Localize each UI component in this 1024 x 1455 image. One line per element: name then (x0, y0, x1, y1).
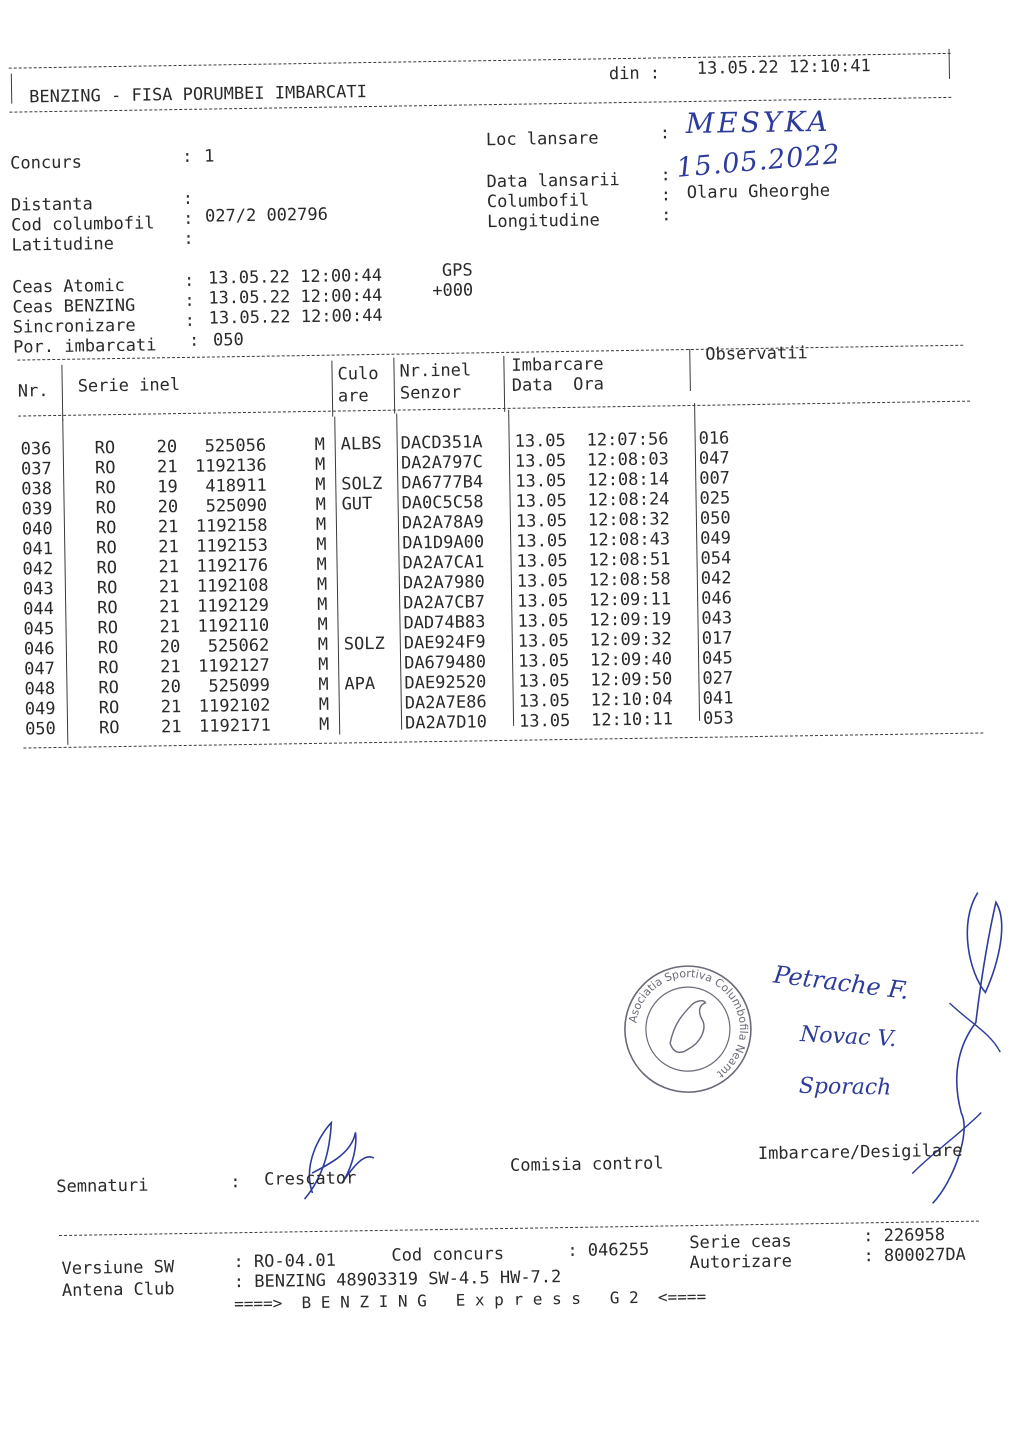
row-date: 13.05 (517, 590, 569, 612)
serie-ceas-label: Serie ceas (689, 1231, 792, 1254)
row-nr: 036 (20, 439, 52, 460)
timestamp-value: 13.05.22 12:10:41 (696, 56, 871, 79)
autorizare-value: : 800027DA (863, 1244, 967, 1267)
row-observation: 053 (702, 708, 734, 729)
longitudine-label: Longitudine (487, 210, 600, 233)
row-date: 13.05 (514, 450, 567, 472)
cod-columbofil-sep: : (182, 208, 194, 229)
row-sex: M (315, 474, 326, 495)
row-nr: 039 (21, 499, 53, 520)
row-sensor: DA2A7D10 (404, 712, 488, 734)
por-imbarcati-value: 050 (212, 330, 244, 351)
column-header-nr: Nr. (17, 381, 49, 402)
row-sex: M (317, 654, 329, 675)
footer-top-rule (59, 1221, 979, 1236)
row-date: 13.05 (516, 550, 568, 572)
row-date: 13.05 (517, 610, 569, 632)
loc-lansare-label: Loc lansare (485, 128, 599, 151)
versiune-sw-label: Versiune SW (61, 1257, 175, 1279)
latitudine-sep: : (183, 228, 194, 249)
row-sensor: DA1D9A00 (402, 532, 485, 554)
sincronizare-value: 13.05.22 12:00:44 (208, 305, 383, 329)
row-country: RO (98, 678, 120, 699)
row-time: 12:08:14 (587, 469, 670, 491)
dove-icon (669, 1001, 706, 1053)
row-time: 12:09:19 (589, 609, 672, 631)
row-date: 13.05 (514, 430, 566, 452)
row-country: RO (97, 598, 118, 619)
versiune-sw-value: : RO-04.01 (233, 1250, 337, 1273)
table-header-divider-serie (331, 361, 333, 417)
row-color: GUT (341, 494, 373, 515)
table-header-divider-senzor (503, 356, 505, 412)
row-sensor: DA2A797C (400, 452, 484, 474)
row-date: 13.05 (515, 470, 567, 492)
club-stamp (621, 962, 755, 1096)
commission-signature (888, 882, 1024, 1214)
row-ring: 525062 (207, 635, 270, 657)
row-nr: 050 (24, 719, 56, 740)
row-ring: 1192127 (197, 655, 270, 677)
row-ring: 1192153 (196, 535, 269, 557)
row-observation: 025 (699, 488, 731, 509)
row-time: 12:08:51 (588, 549, 671, 571)
column-header-serie: Serie inel (77, 375, 181, 397)
ceas-benzing-value: 13.05.22 12:00:44 (208, 285, 383, 309)
row-sex: M (318, 714, 330, 735)
table-header-divider-culoare (393, 358, 395, 414)
row-year: 21 (157, 517, 179, 538)
row-date: 13.05 (517, 630, 570, 652)
cod-concurs-label: Cod concurs (391, 1244, 505, 1266)
row-observation: 016 (698, 428, 730, 449)
row-sex: M (314, 434, 326, 455)
row-country: RO (94, 458, 116, 479)
cod-columbofil-value: 027/2 002796 (204, 204, 329, 227)
row-ring: 525090 (205, 495, 268, 517)
row-date: 13.05 (516, 530, 568, 552)
row-date: 13.05 (518, 670, 570, 692)
row-sensor: DA2A7CB7 (403, 592, 486, 614)
cod-columbofil-label: Cod columbofil (11, 213, 155, 236)
ceas-atomic-label: Ceas Atomic (12, 275, 125, 298)
column-header-imbarcare-2: Data Ora (511, 374, 605, 396)
row-date: 13.05 (515, 510, 568, 532)
ceas-atomic-source: GPS (441, 260, 473, 281)
row-nr: 043 (22, 579, 54, 600)
row-time: 12:08:03 (586, 449, 670, 471)
row-sensor: DA679480 (403, 652, 487, 674)
row-time: 12:09:32 (589, 629, 672, 651)
document-title: BENZING - FISA PORUMBEI IMBARCATI (29, 82, 368, 108)
autorizare-label: Autorizare (689, 1251, 793, 1274)
column-header-inel-2: Senzor (399, 382, 462, 404)
row-ring: 1192110 (197, 615, 270, 637)
row-ring: 1192136 (194, 455, 267, 477)
row-sensor: DA2A78A9 (401, 512, 484, 534)
row-country: RO (96, 538, 117, 559)
row-nr: 048 (24, 679, 56, 700)
row-sex: M (316, 534, 327, 555)
semnaturi-label: Semnaturi (56, 1175, 149, 1198)
longitudine-sep: : (660, 205, 672, 226)
imbarcare-desigilare-label: Imbarcare/Desigilare (757, 1140, 963, 1165)
row-time: 12:09:40 (589, 649, 673, 671)
row-sex: M (316, 574, 328, 595)
semnaturi-sep: : (230, 1172, 241, 1193)
row-observation: 054 (700, 548, 732, 569)
row-observation: 043 (701, 608, 733, 629)
row-year: 19 (157, 477, 178, 498)
column-header-inel-1: Nr.inel (399, 360, 472, 382)
row-ring: 1192171 (198, 715, 271, 737)
row-observation: 042 (700, 568, 732, 589)
row-sensor: DA2A7980 (402, 572, 485, 594)
crescator-signature (281, 1102, 393, 1214)
data-lansarii-label: Data lansarii (486, 170, 620, 193)
row-nr: 038 (21, 479, 53, 500)
table-header-bottom-rule (18, 401, 970, 417)
ceas-atomic-value: 13.05.22 12:00:44 (207, 265, 383, 289)
row-sensor: DA2A7CA1 (402, 552, 485, 574)
row-nr: 049 (24, 699, 56, 720)
timestamp-label: din : (608, 63, 661, 85)
crescator-label: Crescator (264, 1168, 357, 1190)
row-sensor: DAE92520 (404, 672, 487, 694)
row-year: 21 (160, 717, 182, 738)
row-sex: M (317, 594, 328, 615)
row-time: 12:10:04 (590, 689, 673, 711)
table-header-divider-imbarcare (689, 349, 691, 391)
row-color: SOLZ (341, 473, 383, 495)
row-ring: 418911 (205, 475, 267, 497)
row-date: 13.05 (515, 490, 567, 512)
row-sensor: DAE924F9 (403, 632, 486, 654)
row-ring: 525056 (204, 435, 267, 457)
row-time: 12:08:58 (588, 569, 671, 591)
row-country: RO (95, 518, 117, 539)
row-nr: 047 (24, 659, 56, 680)
ceas-benzing-label: Ceas BENZING (12, 295, 136, 318)
distanta-label: Distanta (10, 194, 93, 216)
row-nr: 037 (20, 459, 52, 480)
row-year: 21 (160, 657, 181, 678)
row-nr: 042 (22, 559, 54, 580)
row-sensor: DA0C5C58 (401, 492, 484, 514)
por-imbarcati-sep: : (188, 330, 200, 351)
row-year: 20 (159, 637, 181, 658)
data-lansarii-handwritten-value: 15.05.2022 (675, 138, 842, 184)
stamp-text: Asociatia Sportiva Columbofila Neamt (626, 967, 750, 1081)
row-date: 13.05 (516, 570, 569, 592)
row-observation: 027 (702, 668, 734, 689)
row-nr: 040 (21, 519, 53, 540)
row-observation: 050 (699, 508, 731, 529)
row-country: RO (98, 658, 119, 679)
row-year: 21 (156, 457, 178, 478)
row-ring: 1192108 (196, 575, 269, 597)
antena-club-value: : BENZING 48903319 SW-4.5 HW-7.2 (233, 1267, 562, 1293)
row-country: RO (96, 558, 118, 579)
row-observation: 017 (701, 628, 733, 649)
row-color: APA (344, 673, 376, 695)
row-country: RO (95, 498, 117, 519)
row-country: RO (94, 438, 116, 459)
commission-member-3: Sporach (798, 1073, 892, 1101)
data-lansarii-sep: : (660, 165, 671, 186)
columbofil-label: Columbofil (486, 190, 590, 213)
row-sex: M (317, 634, 329, 655)
column-header-imbarcare-1: Imbarcare (511, 354, 604, 376)
row-observation: 041 (702, 688, 734, 709)
row-year: 21 (158, 537, 179, 558)
serie-ceas-value: : 226958 (863, 1225, 946, 1247)
row-sensor: DA6777B4 (401, 472, 484, 494)
distanta-sep: : (182, 188, 194, 209)
cod-concurs-value: : 046255 (567, 1239, 650, 1262)
row-date: 13.05 (517, 650, 570, 672)
row-ring: 1192129 (197, 595, 270, 617)
por-imbarcati-label: Por. imbarcati (12, 335, 157, 358)
row-country: RO (98, 698, 120, 719)
row-nr: 046 (23, 639, 55, 660)
row-year: 20 (156, 437, 178, 458)
row-year: 20 (160, 677, 182, 698)
row-nr: 044 (23, 599, 55, 620)
row-sex: M (315, 494, 327, 515)
loc-lansare-sep: : (659, 123, 671, 144)
row-sex: M (315, 514, 327, 535)
column-header-culoare-2: are (337, 386, 369, 407)
row-sex: M (317, 614, 328, 635)
latitudine-label: Latitudine (11, 234, 115, 256)
comisia-control-label: Comisia control (509, 1153, 664, 1176)
table-header-divider-nr (61, 365, 63, 421)
row-time: 12:08:43 (588, 529, 671, 551)
row-sensor: DA2A7E86 (404, 692, 487, 714)
loc-lansare-handwritten-value: MESYKA (685, 104, 831, 141)
concurs-label: Concurs (10, 152, 83, 174)
concurs-sep: : (181, 146, 193, 167)
row-country: RO (95, 478, 116, 499)
sincronizare-label: Sincronizare (12, 315, 136, 338)
row-country: RO (98, 718, 120, 739)
row-year: 21 (158, 577, 180, 598)
ceas-benzing-offset: +000 (432, 280, 474, 302)
commission-member-1: Petrache F. (771, 960, 911, 1006)
row-color: SOLZ (343, 633, 385, 655)
row-sex: M (314, 454, 326, 475)
row-time: 12:08:32 (587, 509, 670, 531)
row-color: ALBS (340, 433, 382, 455)
row-year: 21 (159, 597, 180, 618)
table-top-rule (17, 345, 963, 361)
row-ring: 1192176 (196, 555, 269, 577)
row-time: 12:10:11 (590, 709, 674, 731)
antena-club-label: Antena Club (61, 1279, 175, 1301)
row-time: 12:08:24 (587, 489, 670, 511)
ceas-benzing-sep: : (184, 290, 195, 311)
row-ring: 1192158 (195, 515, 268, 537)
row-observation: 046 (700, 588, 733, 609)
row-year: 21 (159, 617, 181, 638)
row-ring: 525099 (208, 675, 271, 697)
row-date: 13.05 (518, 710, 571, 732)
row-year: 20 (157, 497, 179, 518)
row-sex: M (316, 554, 327, 575)
row-sensor: DACD351A (400, 432, 483, 454)
concurs-value: 1 (203, 146, 215, 167)
row-nr: 041 (22, 539, 54, 560)
header-left-border (11, 74, 12, 104)
row-sex: M (318, 674, 329, 695)
row-observation: 045 (701, 648, 733, 669)
row-year: 21 (158, 557, 180, 578)
commission-member-2: Novac V. (799, 1022, 898, 1053)
row-observation: 047 (698, 448, 730, 469)
ceas-atomic-sep: : (183, 270, 195, 291)
row-time: 12:09:11 (589, 589, 672, 611)
columbofil-sep: : (660, 185, 672, 206)
row-ring: 1192102 (198, 695, 271, 717)
benzing-express-banner: ====> B E N Z I N G E x p r e s s G 2 <==== (234, 1286, 707, 1314)
column-header-observatii: Observatii (705, 343, 808, 365)
columbofil-value: Olaru Gheorghe (686, 180, 831, 204)
row-sex: M (318, 694, 330, 715)
sincronizare-sep: : (184, 310, 196, 331)
row-date: 13.05 (518, 690, 571, 712)
row-year: 21 (160, 697, 182, 718)
row-sensor: DAD74B83 (403, 612, 486, 634)
row-country: RO (96, 578, 118, 599)
row-nr: 045 (23, 619, 55, 640)
row-time: 12:09:50 (590, 669, 673, 691)
row-observation: 049 (700, 528, 732, 549)
column-header-culoare-1: Culo (337, 363, 379, 385)
row-country: RO (97, 638, 119, 659)
row-country: RO (97, 618, 119, 639)
row-time: 12:07:56 (586, 429, 669, 451)
row-observation: 007 (699, 468, 731, 489)
